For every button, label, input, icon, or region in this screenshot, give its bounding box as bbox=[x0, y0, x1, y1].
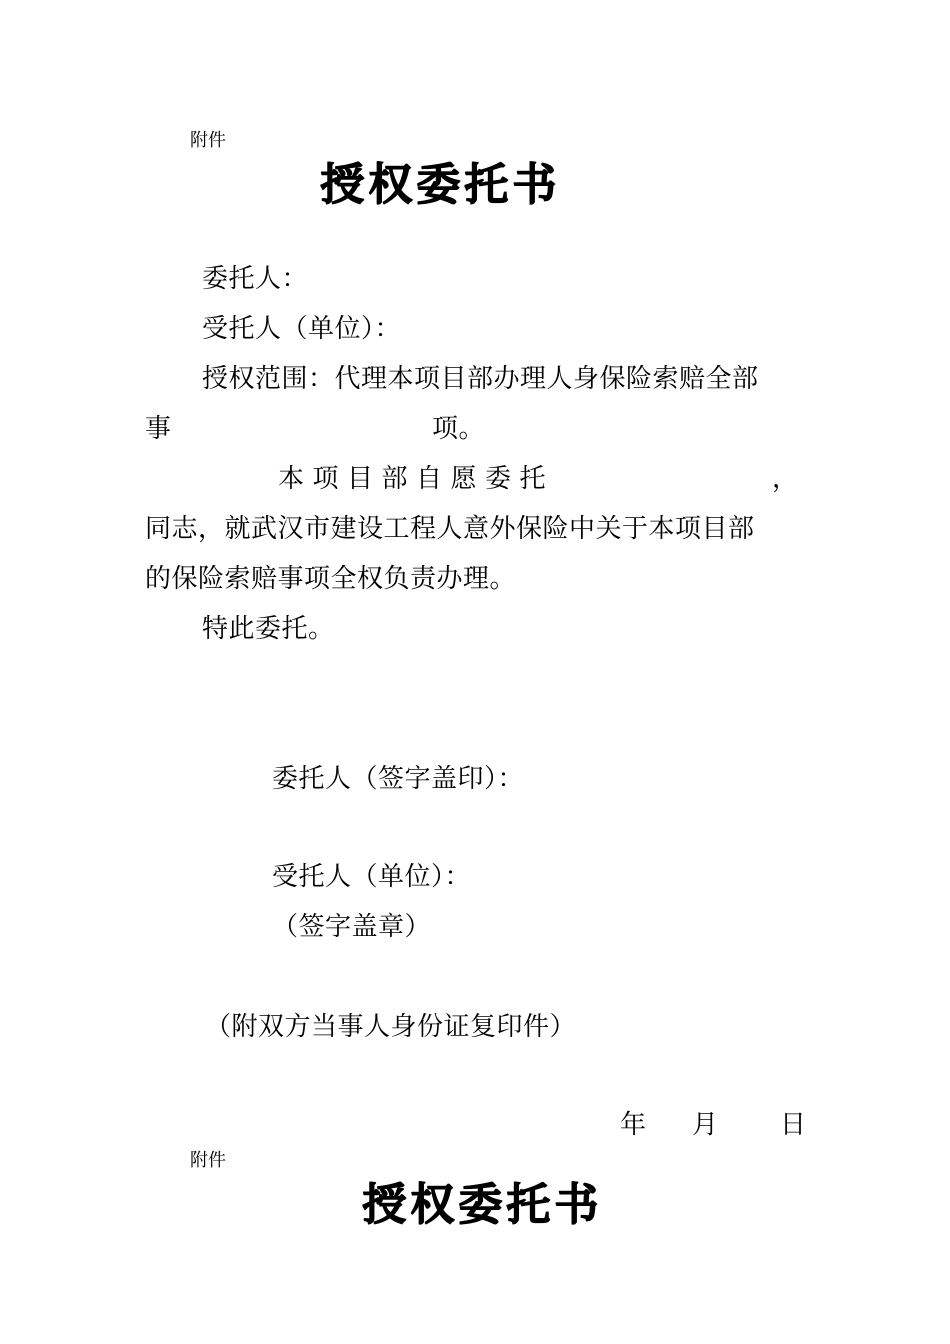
agent-seal-label: （签字盖章） bbox=[272, 912, 432, 942]
paragraph-line-1-comma: ， bbox=[772, 464, 799, 494]
attachment-label-page-2: 附件 bbox=[190, 1150, 226, 1171]
scope-line-1: 授权范围：代理本项目部办理人身保险索赔全部 bbox=[202, 364, 759, 394]
agent-signature-label: 受托人（单位）： bbox=[272, 862, 472, 892]
date-day: 日 bbox=[780, 1110, 807, 1140]
id-copy-note: （附双方当事人身份证复印件） bbox=[205, 1012, 577, 1042]
scope-line-2-start: 事 bbox=[145, 414, 172, 444]
paragraph-line-1: 本项目部自愿委托 bbox=[278, 464, 555, 494]
principal-label: 委托人： bbox=[202, 264, 309, 294]
agent-label: 受托人（单位）： bbox=[202, 314, 402, 344]
attachment-label: 附件 bbox=[190, 130, 226, 151]
paragraph-line-3: 的保险索赔事项全权负责办理。 bbox=[145, 564, 517, 594]
paragraph-line-2: 同志，就武汉市建设工程人意外保险中关于本项目部 bbox=[145, 514, 755, 544]
scope-line-2-end: 项。 bbox=[432, 414, 486, 444]
document-title: 授权委托书 bbox=[320, 159, 560, 210]
closing-text: 特此委托。 bbox=[202, 614, 335, 644]
document-title-page-2: 授权委托书 bbox=[362, 1179, 602, 1230]
date-month: 月 bbox=[692, 1110, 719, 1140]
principal-signature-label: 委托人（签字盖印）： bbox=[272, 764, 525, 794]
date-year: 年 bbox=[620, 1110, 647, 1140]
